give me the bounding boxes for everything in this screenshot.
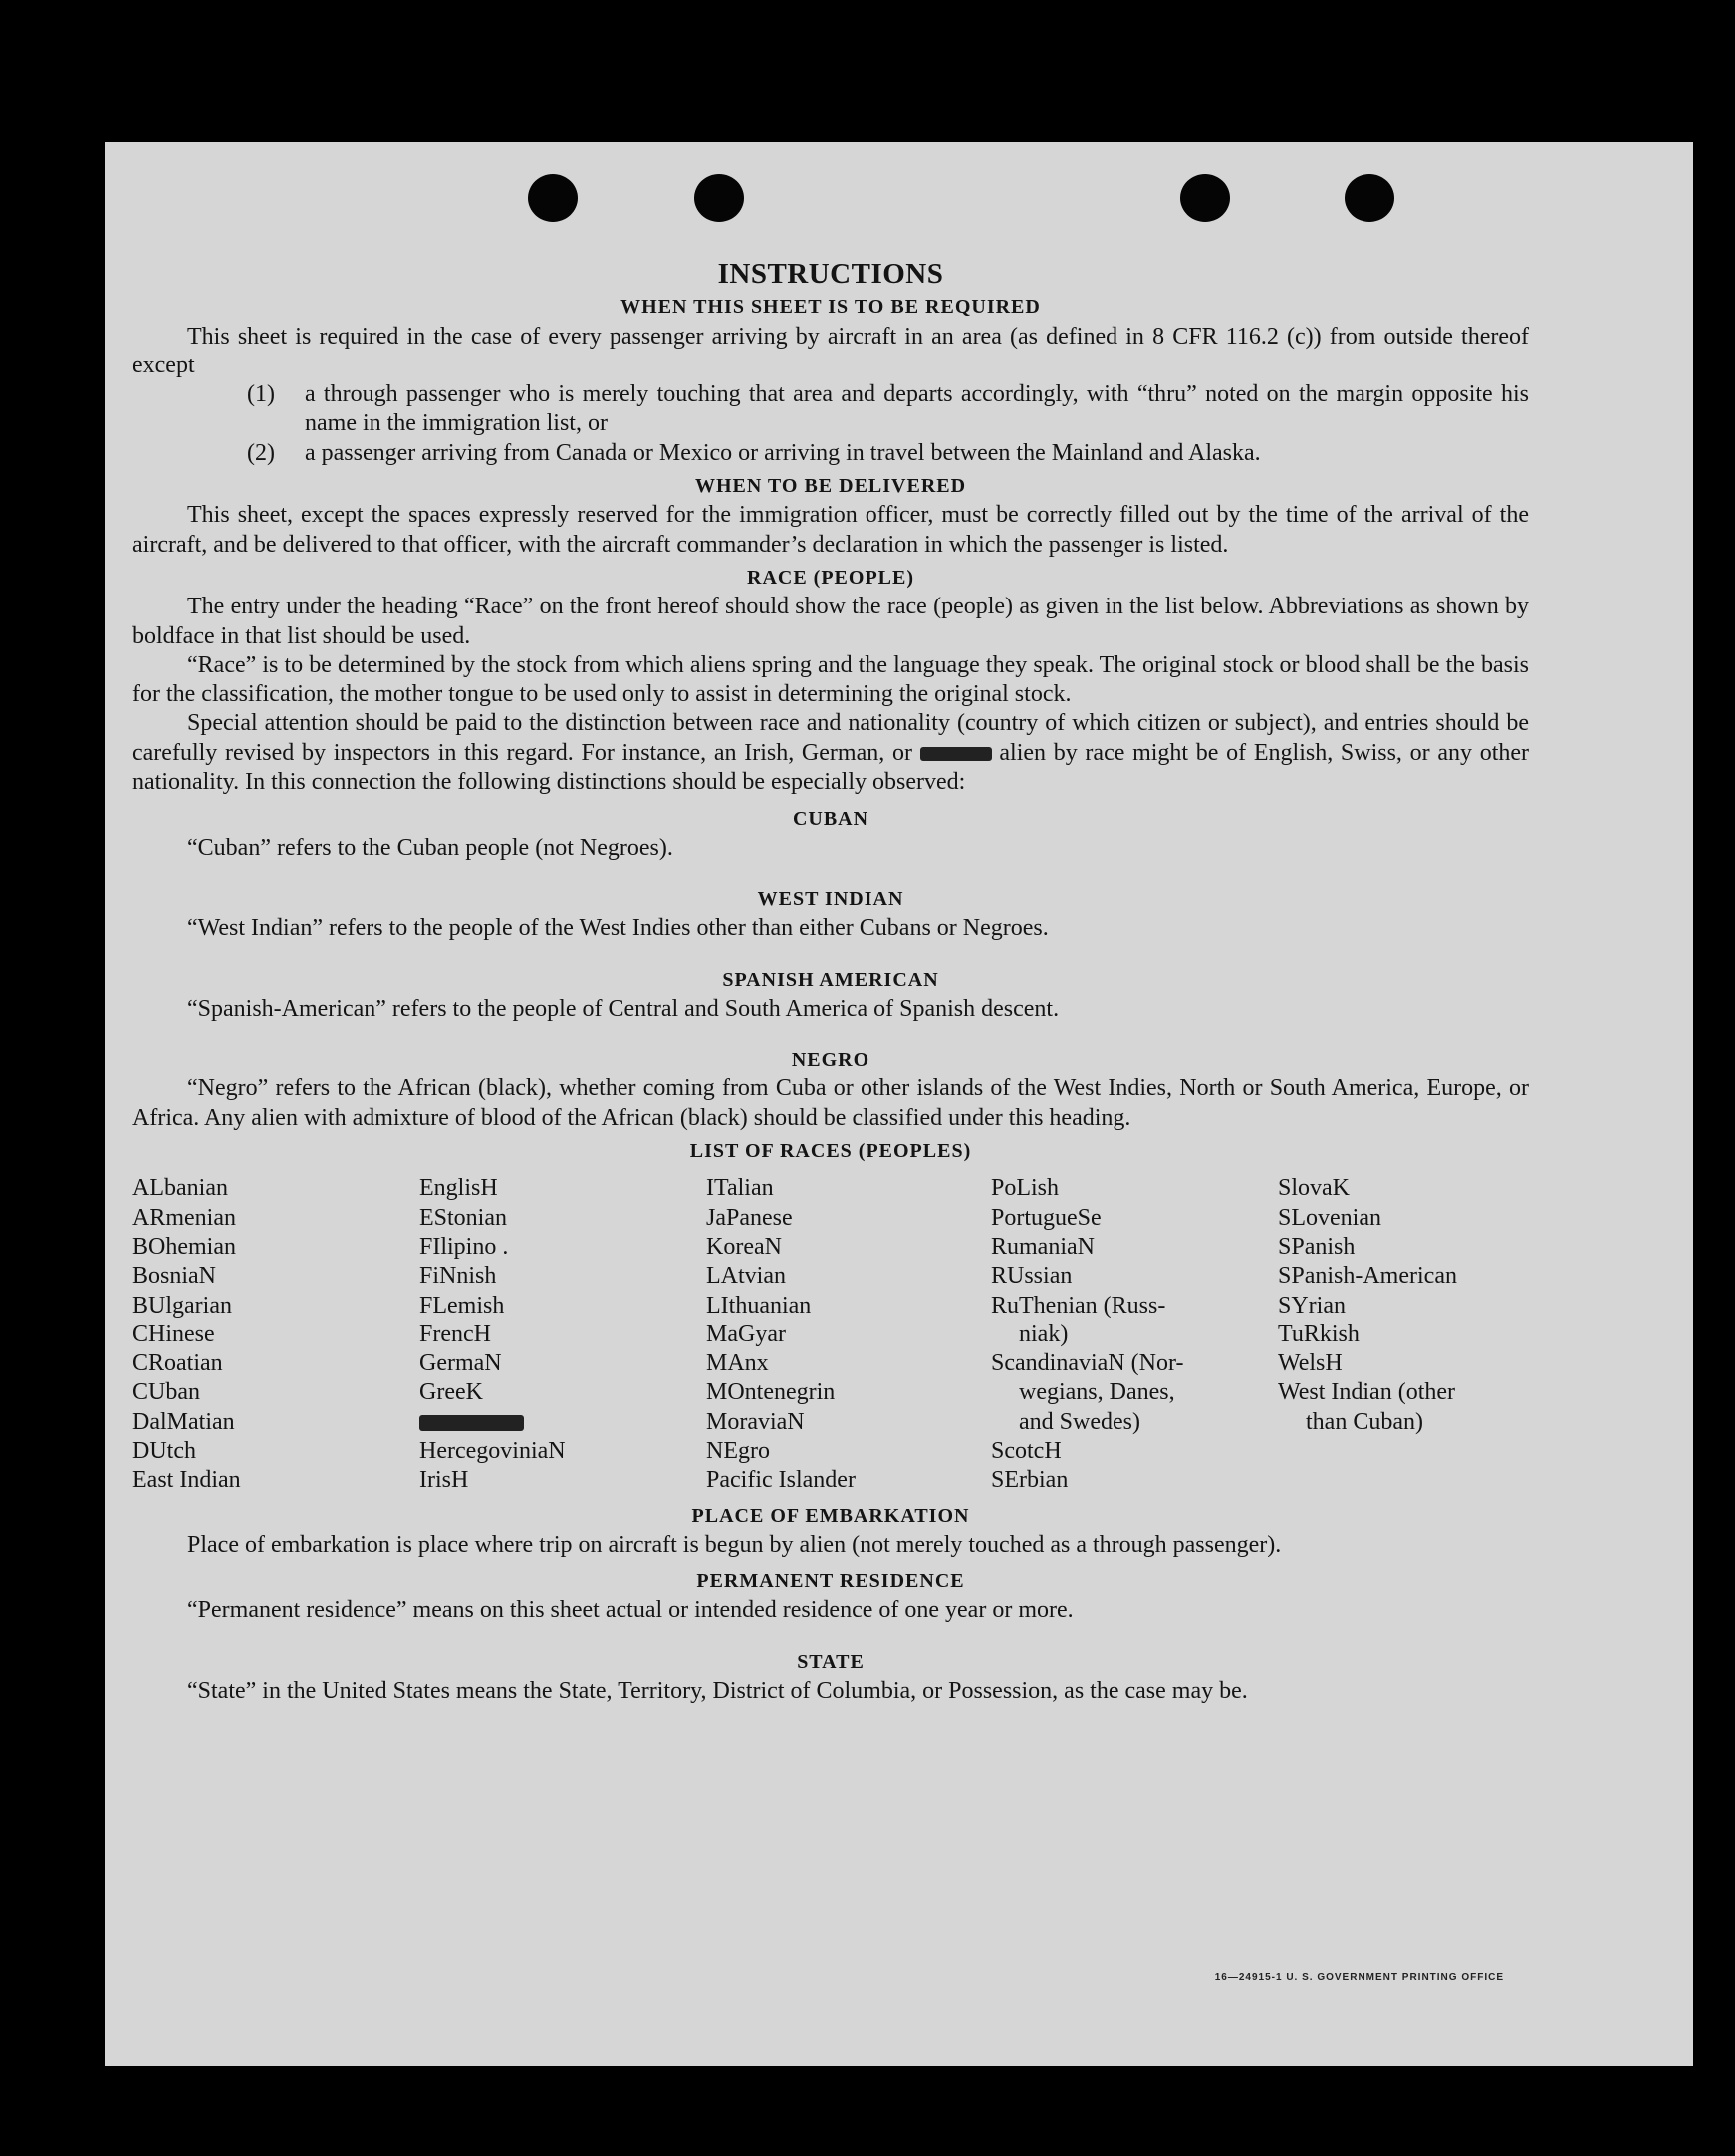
race-column-1 [132,1174,419,1495]
race-item: BosniaN [132,1263,216,1290]
redaction-mark [920,747,992,761]
race-item: BUlgarian [132,1292,232,1318]
race-item: Pacific Islander [706,1467,856,1494]
race-item: MAnx [706,1350,769,1377]
paragraph-spanish-american: “Spanish-American” refers to the people of Central and South America of Spanish descent. [187,995,1060,1022]
race-item: PoLish [991,1175,1060,1202]
race-item: MaGyar [706,1320,786,1347]
race-item: FLemish [419,1292,505,1318]
punch-hole [694,174,744,222]
heading-negro: NEGRO [791,1049,870,1072]
race-item: CRoatian [132,1350,223,1377]
race-item: RUssian [991,1263,1073,1290]
race-item: FIlipino . [419,1233,509,1260]
paragraph-residence: “Permanent residence” means on this sheet actual or intended residence of one year or more. [187,1597,1074,1624]
race-list [132,1174,1529,1495]
document-body [132,260,1529,1706]
race-item: than Cuban) [1306,1408,1423,1435]
race-item: wegians, Danes, [1019,1379,1175,1406]
race-item: MOntenegrin [706,1379,836,1406]
race-item: HercegoviniaN [419,1437,566,1464]
race-item: FrencH [419,1320,491,1347]
heading-when-delivered: WHEN TO BE DELIVERED [694,475,967,498]
race-item: MoraviaN [706,1408,805,1435]
race-column-3 [706,1174,991,1495]
race-item: and Swedes) [1019,1408,1140,1435]
race-item: SYrian [1278,1292,1346,1318]
paragraph-when-delivered: This sheet, except the spaces expressly reserved for the immigration officer, must be correctly filled out by the time of the arrival of the aircraft, and be delivered to that officer, with the aircraft commander’s declaration in which the passenger is listed. [132,502,1529,558]
punch-hole [1180,174,1230,222]
list-item: (2) a passenger arriving from Canada or Mexico or arriving in travel between the Mainland and Alaska. [247,439,1261,466]
race-item: JaPanese [706,1204,793,1231]
race-item: ARmenian [132,1204,236,1231]
race-column-2 [419,1174,706,1495]
punch-hole [528,174,578,222]
heading-when-required: WHEN THIS SHEET IS TO BE REQUIRED [620,296,1041,319]
race-item: WelsH [1278,1350,1343,1377]
punch-hole [1345,174,1394,222]
paragraph-west-indian: “West Indian” refers to the people of the West Indies other than either Cubans or Negroes. [187,915,1049,942]
race-item: LAtvian [706,1263,786,1290]
race-item: SPanish-American [1278,1263,1457,1290]
race-item: FiNnish [419,1263,497,1290]
race-item: TuRkish [1278,1320,1360,1347]
race-item: ScandinaviaN (Nor- [991,1350,1184,1377]
list-item: (1) a through passenger who is merely touching that area and departs accordingly, with “thru” noted on the margin opposite his name in the immigration list, or [247,381,1529,437]
heading-race: RACE (PEOPLE) [747,566,914,589]
race-item: SlovaK [1278,1175,1350,1202]
race-item: GreeK [419,1379,483,1406]
paragraph-embarkation: Place of embarkation is place where trip on aircraft is begun by alien (not merely touched as a through passenger). [187,1531,1282,1557]
paragraph-cuban: “Cuban” refers to the Cuban people (not Negroes). [187,835,673,861]
paragraph-state: “State” in the United States means the State, Territory, District of Columbia, or Possession, as the case may be. [187,1678,1248,1705]
race-item: DalMatian [132,1408,235,1435]
race-item: KoreaN [706,1233,782,1260]
page-title: INSTRUCTIONS [717,258,944,290]
race-item: RuThenian (Russ- [991,1292,1166,1318]
race-item: East Indian [132,1467,241,1494]
race-item: CUban [132,1379,200,1406]
paragraph-race-3: Special attention should be paid to the distinction between race and nationality (country of which citizen or subject), and entries should be carefully revised by inspectors in this regard. For instance, an Irish, German, or alien by race might be of English, Swiss, or any other nationality. In this connection the following distinctions should be especially observed: [132,710,1530,796]
race-item: niak) [1019,1320,1069,1347]
redaction-mark [419,1415,524,1431]
race-item: EStonian [419,1204,507,1231]
heading-state: STATE [797,1650,865,1673]
race-item: SPanish [1278,1233,1356,1260]
race-item: EnglisH [419,1175,498,1202]
paragraph-negro: “Negro” refers to the African (black), whether coming from Cuba or other islands of the West Indies, North or South America, Europe, or Africa. Any alien with admixture of blood of the African (black) should be classified under this heading. [132,1076,1529,1131]
race-item: SErbian [991,1467,1069,1494]
printer-imprint: 16—24915-1 U. S. GOVERNMENT PRINTING OFFICE [1214,1972,1504,1983]
heading-list-of-races: LIST OF RACES (PEOPLES) [689,1140,972,1163]
race-item: ITalian [706,1175,774,1202]
heading-cuban: CUBAN [792,808,869,831]
race-item: West Indian (other [1278,1379,1456,1406]
document-sheet [105,142,1693,2066]
race-item: CHinese [132,1320,215,1347]
race-item-redacted [419,1408,706,1437]
race-column-4 [991,1174,1278,1495]
race-item: ScotcH [991,1437,1062,1464]
heading-spanish-american: SPANISH AMERICAN [722,968,939,991]
race-item: PortugueSe [991,1204,1102,1231]
race-item: GermaN [419,1350,502,1377]
heading-embarkation: PLACE OF EMBARKATION [691,1504,970,1527]
paragraph-when-required: This sheet is required in the case of every passenger arriving by aircraft in an area (as defined in 8 CFR 116.2 (c)) from outside thereof except [132,323,1529,378]
race-item: NEgro [706,1437,770,1464]
race-item: LIthuanian [706,1292,812,1318]
paragraph-race-2: “Race” is to be determined by the stock from which aliens spring and the language they speak. The original stock or blood shall be the basis for the classification, the mother tongue to be used only to assist in determining the original stock. [132,651,1529,708]
heading-residence: PERMANENT RESIDENCE [696,1570,965,1593]
race-item: IrisH [419,1467,469,1494]
heading-west-indian: WEST INDIAN [757,887,904,910]
race-item: ALbanian [132,1175,228,1202]
race-item: SLovenian [1278,1204,1381,1231]
race-item: BOhemian [132,1233,236,1260]
race-item: RumaniaN [991,1233,1095,1260]
race-item: DUtch [132,1437,196,1464]
race-column-5 [1278,1174,1529,1495]
paragraph-race-1: The entry under the heading “Race” on the front hereof should show the race (people) as given in the list below. Abbreviations as shown by boldface in that list should be used. [132,594,1529,649]
